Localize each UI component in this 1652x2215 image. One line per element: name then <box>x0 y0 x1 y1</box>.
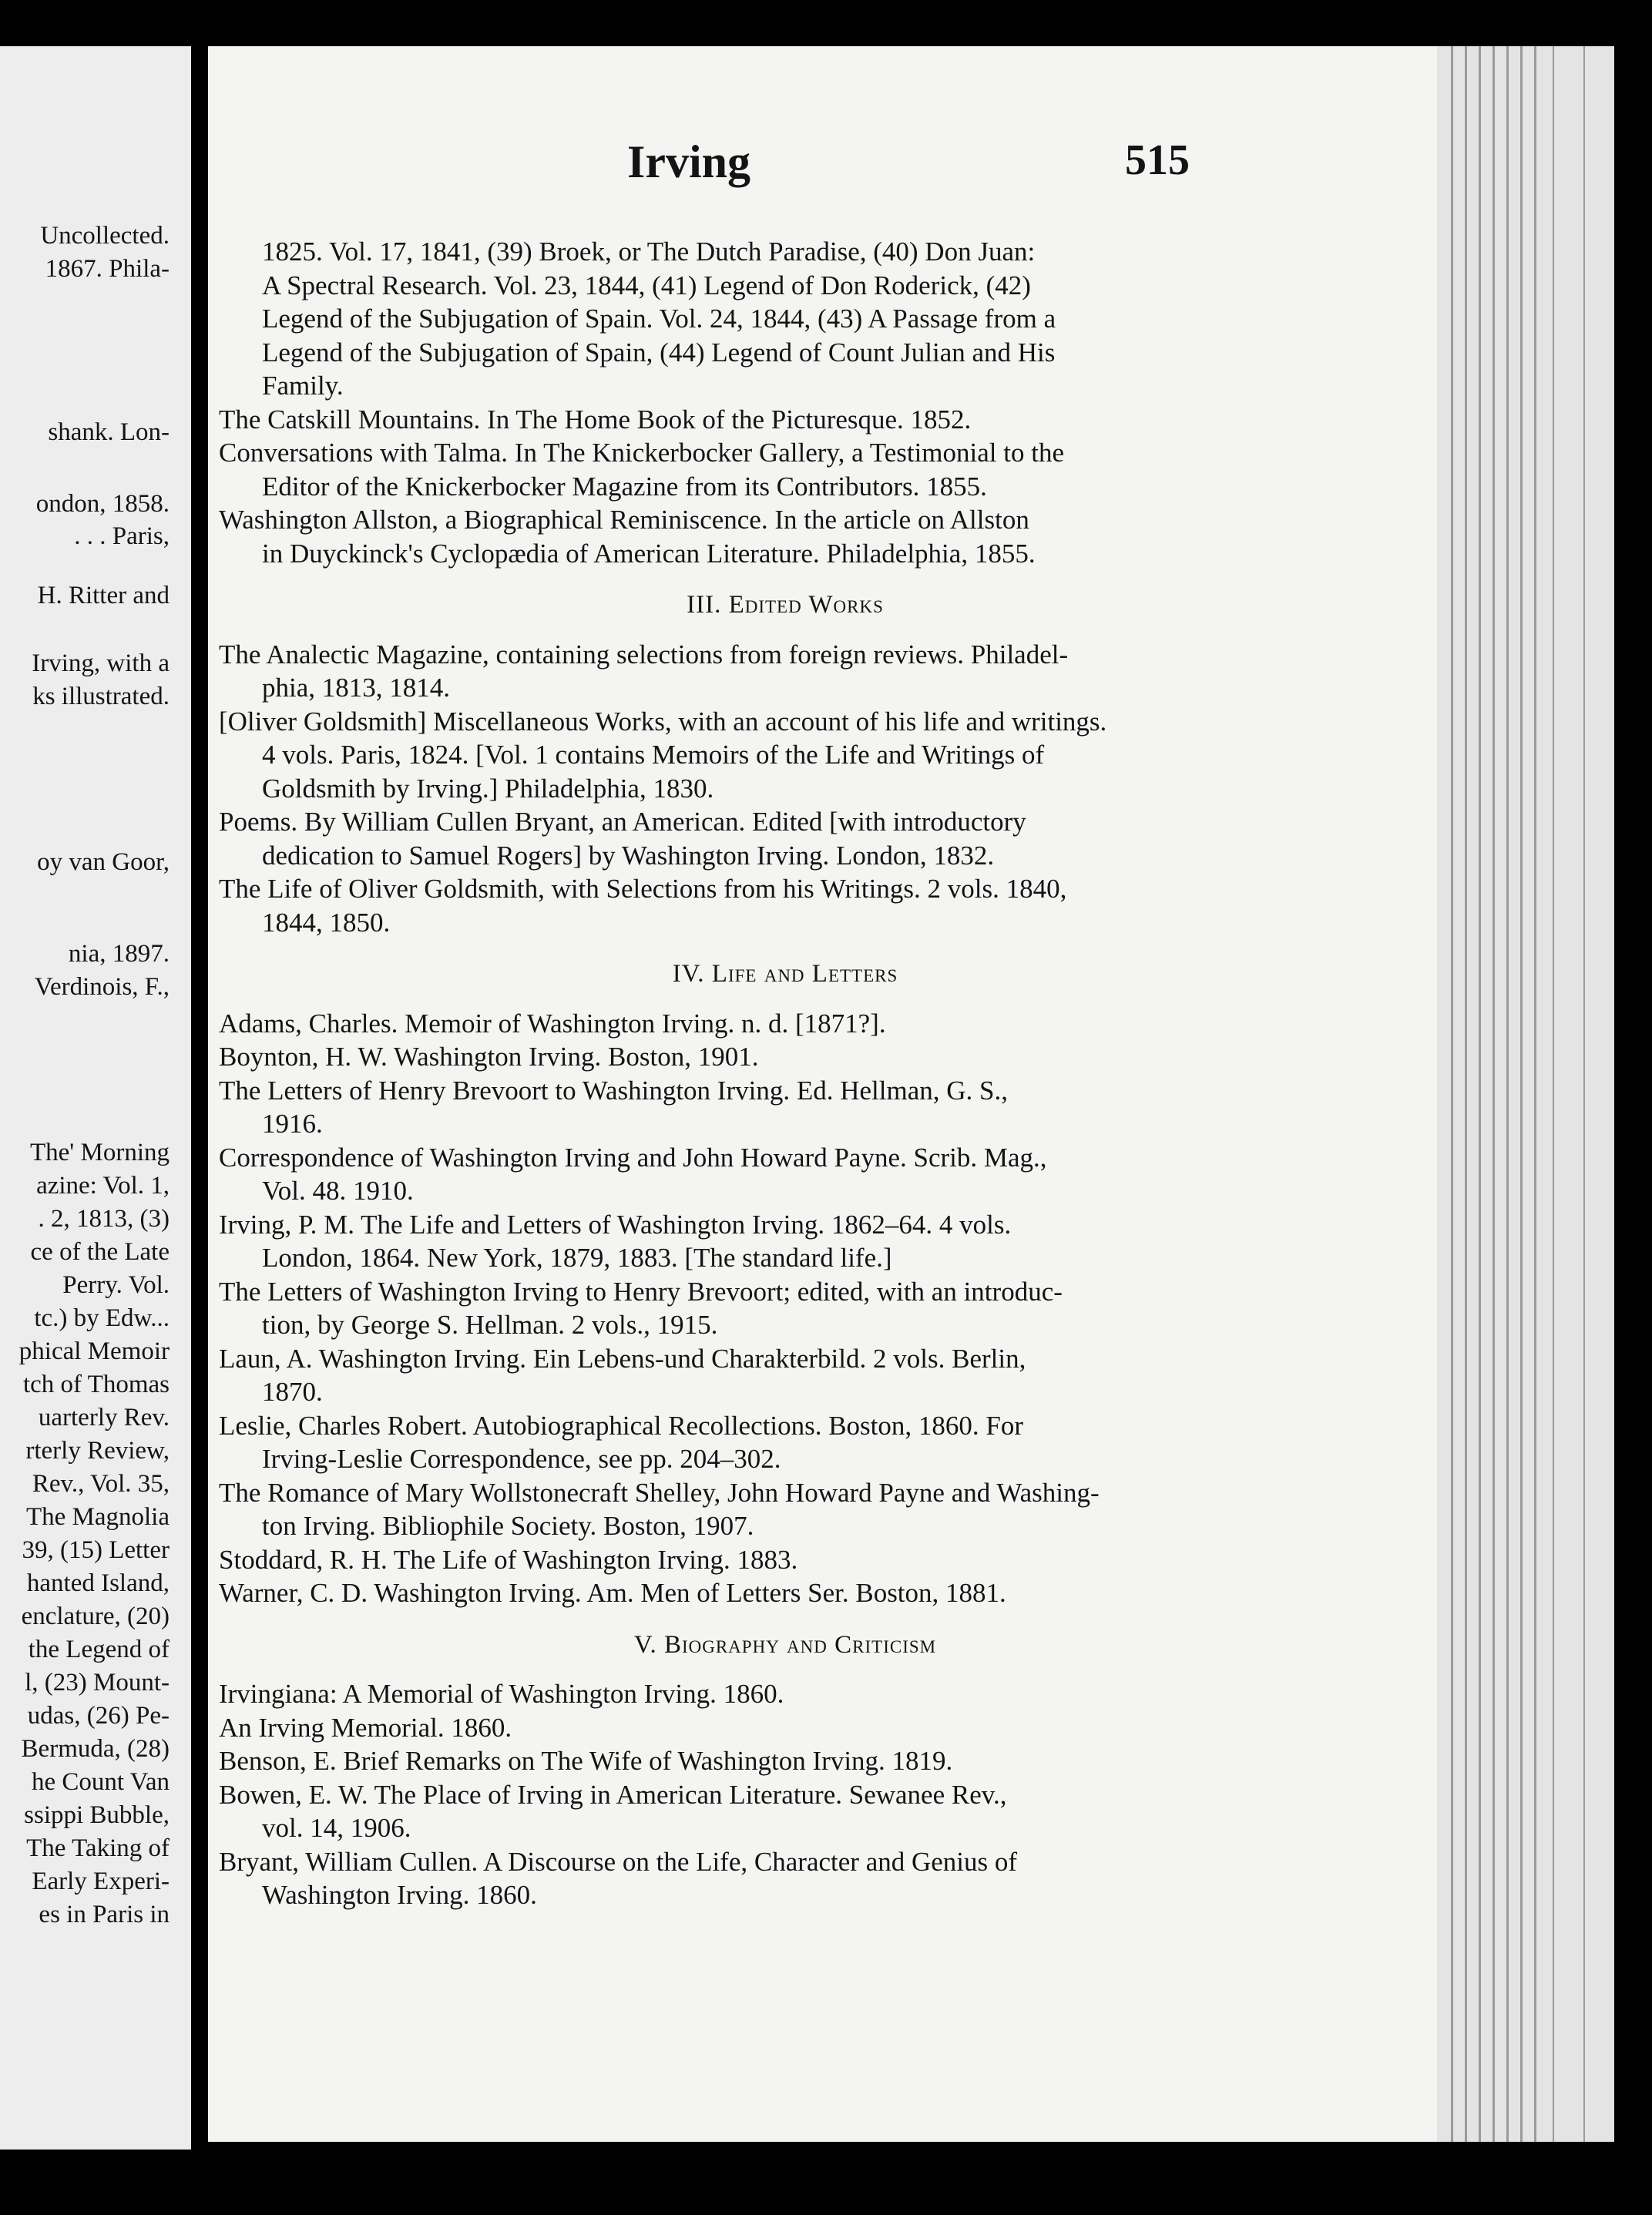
bibliography-entry <box>219 805 1444 872</box>
facing-page-line: ce of the Late <box>30 1238 170 1266</box>
entry-line: 1870. <box>262 1377 323 1407</box>
entry-line: Poems. By William Cullen Bryant, an American. Edited [with introductory <box>219 807 1026 837</box>
facing-page-line: l, (23) Mount- <box>25 1669 170 1696</box>
entry-line: The Life of Oliver Goldsmith, with Selections from his Writings. 2 vols. 1840, <box>219 874 1067 904</box>
facing-page-line: enclature, (20) <box>21 1603 170 1630</box>
entry-line: Bowen, E. W. The Place of Irving in American Literature. Sewanee Rev., <box>219 1779 1007 1810</box>
entry-line: 1844, 1850. <box>262 907 391 938</box>
entry-line: Warner, C. D. Washington Irving. Am. Men of Letters Ser. Boston, 1881. <box>219 1578 1006 1608</box>
bibliography-entry <box>219 1141 1444 1208</box>
facing-page-line: Verdinois, F., <box>34 973 170 1001</box>
entry-line: Stoddard, R. H. The Life of Washington Irving. 1883. <box>219 1544 798 1575</box>
facing-page-line: es in Paris in <box>39 1901 170 1928</box>
entry-line: Family. <box>262 371 344 401</box>
bibliography-entry <box>219 1778 1444 1845</box>
entry-line: Boynton, H. W. Washington Irving. Boston, 1901. <box>219 1042 759 1072</box>
section-heading: V. Biography and Criticism <box>633 1630 937 1659</box>
bibliography-content <box>219 235 1444 1912</box>
entry-line: Benson, E. Brief Remarks on The Wife of Washington Irving. 1819. <box>219 1746 953 1776</box>
entry-line: An Irving Memorial. 1860. <box>219 1712 512 1743</box>
facing-page-line: ssippi Bubble, <box>24 1801 170 1829</box>
entry-line: Irving-Leslie Correspondence, see pp. 204–302. <box>262 1444 781 1474</box>
section-heading: IV. Life and Letters <box>672 960 898 988</box>
entry-line: The Letters of Washington Irving to Henry Brevoort; edited, with an introduc- <box>219 1276 1063 1307</box>
bibliography-entry <box>219 1007 1444 1041</box>
facing-page-line: phical Memoir <box>18 1337 170 1365</box>
facing-page-line: rterly Review, <box>25 1437 170 1465</box>
bibliography-entry <box>219 1576 1444 1610</box>
facing-page-line: The' Morning <box>29 1139 170 1166</box>
entry-line: dedication to Samuel Rogers] by Washington Irving. London, 1832. <box>262 840 995 871</box>
entry-line: 1916. <box>262 1109 323 1139</box>
entry-line: The Letters of Henry Brevoort to Washington Irving. Ed. Hellman, G. S., <box>219 1075 1008 1106</box>
facing-page-line: Early Experi- <box>32 1868 170 1895</box>
bibliography-entry <box>219 1342 1444 1409</box>
running-head-title: Irving <box>627 136 751 187</box>
entry-line: A Spectral Research. Vol. 23, 1844, (41) Legend of Don Roderick, (42) <box>262 270 1031 300</box>
facing-page-line: 1867. Phila- <box>45 255 170 283</box>
bibliography-entry <box>219 1275 1444 1342</box>
facing-page-line: 39, (15) Letter <box>22 1536 170 1564</box>
entry-line: Adams, Charles. Memoir of Washington Irving. n. d. [1871?]. <box>219 1008 886 1039</box>
page-edges <box>1437 46 1614 2142</box>
entry-line: London, 1864. New York, 1879, 1883. [The standard life.] <box>262 1243 892 1273</box>
facing-page-line: H. Ritter and <box>37 582 170 609</box>
bibliography-entry <box>219 1845 1444 1912</box>
facing-page-line: tc.) by Edw... <box>34 1304 170 1332</box>
facing-page-line: . . . Paris, <box>74 522 170 550</box>
bibliography-entry <box>219 1409 1444 1476</box>
entry-line: Laun, A. Washington Irving. Ein Lebens-und Charakterbild. 2 vols. Berlin, <box>219 1343 1026 1374</box>
entry-line: ton Irving. Bibliophile Society. Boston, 1907. <box>262 1511 754 1541</box>
bibliography-entry <box>219 235 1444 403</box>
entry-line: [Oliver Goldsmith] Miscellaneous Works, with an account of his life and writings. <box>219 706 1107 737</box>
bibliography-entry <box>219 1040 1444 1074</box>
bibliography-entry <box>219 1543 1444 1577</box>
page-number: 515 <box>1125 136 1190 184</box>
facing-page-line: Perry. Vol. <box>62 1271 170 1299</box>
facing-page-line: udas, (26) Pe- <box>27 1702 170 1730</box>
book-gutter <box>191 0 208 2215</box>
section-heading: III. Edited Works <box>687 591 884 619</box>
bibliography-entry <box>219 1711 1444 1745</box>
facing-page-line: shank. Lon- <box>48 418 170 446</box>
bibliography-entry <box>219 1208 1444 1275</box>
entry-line: phia, 1813, 1814. <box>262 673 451 703</box>
entry-line: in Duyckinck's Cyclopædia of American Literature. Philadelphia, 1855. <box>262 538 1036 569</box>
bibliography-entry <box>219 872 1444 939</box>
bibliography-entry <box>219 1074 1444 1141</box>
entry-line: Editor of the Knickerbocker Magazine from its Contributors. 1855. <box>262 471 987 502</box>
facing-page-line: ks illustrated. <box>32 683 170 710</box>
facing-page-line: uarterly Rev. <box>38 1404 170 1431</box>
facing-page-line: azine: Vol. 1, <box>36 1172 170 1200</box>
entry-line: Conversations with Talma. In The Knickerbocker Gallery, a Testimonial to the <box>219 438 1064 468</box>
facing-page-line: tch of Thomas <box>22 1371 170 1398</box>
facing-page-line: Rev., Vol. 35, <box>32 1470 170 1498</box>
book-page <box>208 46 1437 2142</box>
entry-line: tion, by George S. Hellman. 2 vols., 1915. <box>262 1310 718 1340</box>
facing-page-left <box>0 46 191 2150</box>
facing-page-line: hanted Island, <box>26 1569 170 1597</box>
facing-page-line: Irving, with a <box>32 649 170 677</box>
entry-line: 4 vols. Paris, 1824. [Vol. 1 contains Memoirs of the Life and Writings of <box>262 740 1045 770</box>
bibliography-entry <box>219 436 1444 503</box>
entry-line: Vol. 48. 1910. <box>262 1176 414 1206</box>
entry-line: The Analectic Magazine, containing selections from foreign reviews. Philadel- <box>219 639 1069 670</box>
facing-page-line: oy van Goor, <box>37 848 170 876</box>
bibliography-entry <box>219 1677 1444 1711</box>
bibliography-entry <box>219 1744 1444 1778</box>
entry-line: The Catskill Mountains. In The Home Book of the Picturesque. 1852. <box>219 404 972 435</box>
entry-line: Goldsmith by Irving.] Philadelphia, 1830. <box>262 773 714 804</box>
facing-page-line: The Magnolia <box>25 1503 170 1531</box>
facing-page-line: Uncollected. <box>40 222 170 250</box>
entry-line: Washington Irving. 1860. <box>262 1880 537 1910</box>
bibliography-entry <box>219 638 1444 705</box>
entry-line: Legend of the Subjugation of Spain, (44) Legend of Count Julian and His <box>262 337 1056 367</box>
bibliography-entry <box>219 403 1444 437</box>
facing-page-line: Bermuda, (28) <box>21 1735 170 1763</box>
entry-line: vol. 14, 1906. <box>262 1813 411 1843</box>
entry-line: Washington Allston, a Biographical Reminiscence. In the article on Allston <box>219 505 1029 535</box>
bibliography-entry <box>219 1476 1444 1543</box>
entry-line: Leslie, Charles Robert. Autobiographical Recollections. Boston, 1860. For <box>219 1410 1024 1441</box>
bibliography-entry <box>219 705 1444 806</box>
facing-page-line: he Count Van <box>31 1768 170 1796</box>
entry-line: Irvingiana: A Memorial of Washington Irving. 1860. <box>219 1679 784 1709</box>
facing-page-line: The Taking of <box>26 1834 170 1862</box>
entry-line: 1825. Vol. 17, 1841, (39) Broek, or The Dutch Paradise, (40) Don Juan: <box>262 237 1036 267</box>
facing-page-line: nia, 1897. <box>68 940 170 968</box>
entry-line: Correspondence of Washington Irving and John Howard Payne. Scrib. Mag., <box>219 1142 1047 1173</box>
facing-page-line: ondon, 1858. <box>35 490 170 518</box>
bibliography-entry <box>219 503 1444 570</box>
entry-line: Bryant, William Cullen. A Discourse on the Life, Character and Genius of <box>219 1846 1018 1877</box>
facing-page-line: the Legend of <box>28 1636 170 1663</box>
entry-line: Legend of the Subjugation of Spain. Vol. 24, 1844, (43) A Passage from a <box>262 304 1056 334</box>
facing-page-line: . 2, 1813, (3) <box>38 1205 170 1233</box>
entry-line: The Romance of Mary Wollstonecraft Shelley, John Howard Payne and Washing- <box>219 1477 1100 1508</box>
entry-line: Irving, P. M. The Life and Letters of Washington Irving. 1862–64. 4 vols. <box>219 1209 1012 1240</box>
